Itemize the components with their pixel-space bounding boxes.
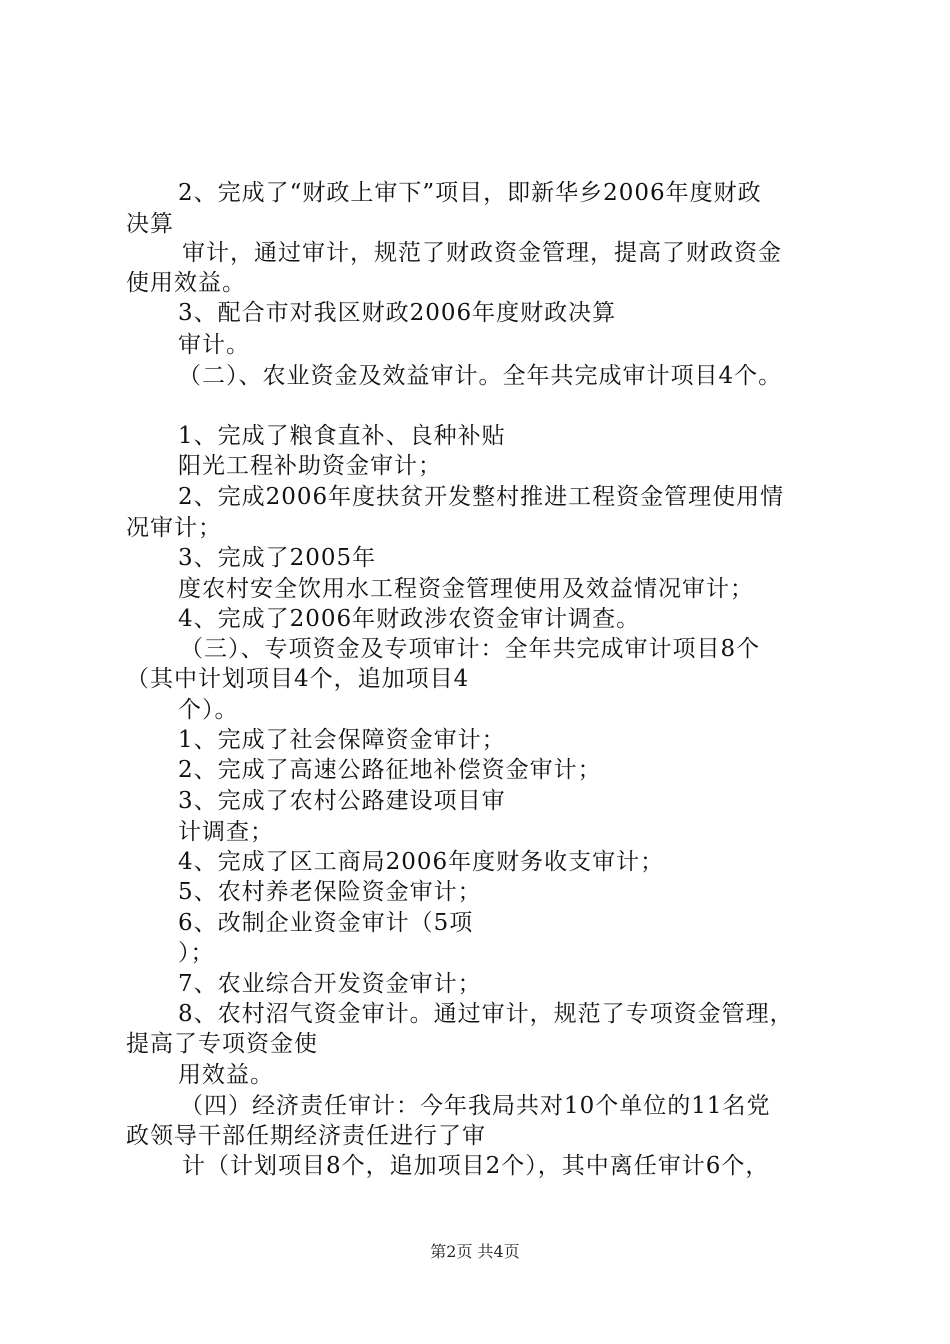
text-line: 5、农村养老保险资金审计； [178, 879, 482, 905]
text-line: 阳光工程补助资金审计； [178, 453, 442, 479]
text-line: 2、完成了“财政上审下”项目，即新华乡2006年度财政 [178, 180, 762, 206]
page-number-footer: 第2页 共4页 [430, 1242, 520, 1261]
text-line: 4、完成了2006年财政涉农资金审计调查。 [178, 606, 641, 632]
text-line: 1、完成了粮食直补、良种补贴 [178, 423, 506, 449]
text-line: ）； [178, 940, 215, 966]
text-line: 3、完成了农村公路建设项目审 [178, 788, 506, 814]
text-line: 审计，通过审计，规范了财政资金管理，提高了财政资金 [182, 240, 782, 266]
text-line: 8、农村沼气资金审计。通过审计，规范了专项资金管理， [178, 1001, 794, 1027]
text-line: 2、完成了高速公路征地补偿资金审计； [178, 757, 602, 783]
text-line: 6、改制企业资金审计（5项 [178, 910, 474, 936]
text-line: 3、完成了2005年 [178, 545, 377, 571]
text-line: 1、完成了社会保障资金审计； [178, 727, 506, 753]
text-line: 个）。 [178, 697, 239, 723]
text-line: 审计。 [178, 332, 250, 358]
text-line: 政领导干部任期经济责任进行了审 [126, 1123, 486, 1149]
text-line: 7、农业综合开发资金审计； [178, 971, 482, 997]
text-line: 4、完成了区工商局2006年度财务收支审计； [178, 849, 665, 875]
text-line: （三）、专项资金及专项审计：全年共完成审计项目8个 [180, 636, 761, 662]
text-line: （四）经济责任审计：今年我局共对10个单位的11名党 [180, 1093, 771, 1119]
text-line: 度农村安全饮用水工程资金管理使用及效益情况审计； [178, 576, 754, 602]
text-line: 计调查； [178, 819, 274, 845]
text-line: 提高了专项资金使 [126, 1031, 318, 1057]
text-line: 2、完成2006年度扶贫开发整村推进工程资金管理使用情 [178, 484, 785, 510]
text-line: 计（计划项目8个，追加项目2个），其中离任审计6个， [182, 1153, 770, 1179]
text-line: 用效益。 [178, 1062, 274, 1088]
text-line: （其中计划项目4个，追加项目4 [126, 666, 470, 692]
text-line: 3、配合市对我区财政2006年度财政决算 [178, 300, 617, 326]
text-line: 使用效益。 [126, 270, 246, 296]
text-line: 况审计； [126, 515, 222, 541]
text-line: 决算 [126, 211, 174, 237]
text-line: （二）、农业资金及效益审计。全年共完成审计项目4个。 [178, 363, 783, 389]
